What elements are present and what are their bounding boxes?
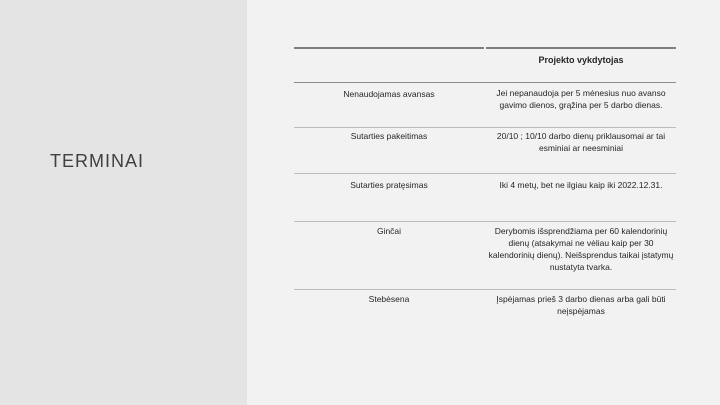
table-row-description: Įspėjamas prieš 3 darbo dienas arba gali būti neįspėjamas bbox=[496, 294, 666, 316]
table-row-description: Jei nepanaudoja per 5 mėnesius nuo avanso gavimo dienos, grąžina per 5 darbo dienas. bbox=[496, 88, 666, 110]
table-header-rule bbox=[294, 82, 676, 83]
table-row-divider bbox=[294, 127, 676, 128]
table-row-description: Iki 4 metų, bet ne ilgiau kaip iki 2022.12.31. bbox=[499, 180, 663, 190]
table-row-description: Derybomis išsprendžiama per 60 kalendorinių dienų (atsakymai ne vėliau kaip per 30 kalendorinių dienų). Neišsprendus taikai įstatymų nustatyta tvarka. bbox=[488, 226, 674, 272]
table-row-term: Stebėsena bbox=[368, 294, 410, 304]
table-row-term: Nenaudojamas avansas bbox=[343, 89, 435, 99]
table-row-divider bbox=[294, 221, 676, 222]
table-header-right: Projekto vykdytojas bbox=[538, 55, 624, 65]
table-row-term: Ginčai bbox=[376, 226, 402, 236]
table-row-term: Sutarties pakeitimas bbox=[350, 131, 428, 141]
table-row-divider bbox=[294, 289, 676, 290]
left-panel bbox=[0, 0, 247, 405]
table-row-term: Sutarties pratęsimas bbox=[350, 180, 428, 190]
table-row-description: 20/10 ; 10/10 darbo dienų priklausomai ar tai esminiai ar neesminiai bbox=[496, 131, 666, 153]
table-row-divider bbox=[294, 173, 676, 174]
table-top-rule-right bbox=[486, 47, 676, 49]
table-top-rule-left bbox=[294, 47, 484, 49]
slide-title: TERMINAI bbox=[50, 151, 145, 171]
